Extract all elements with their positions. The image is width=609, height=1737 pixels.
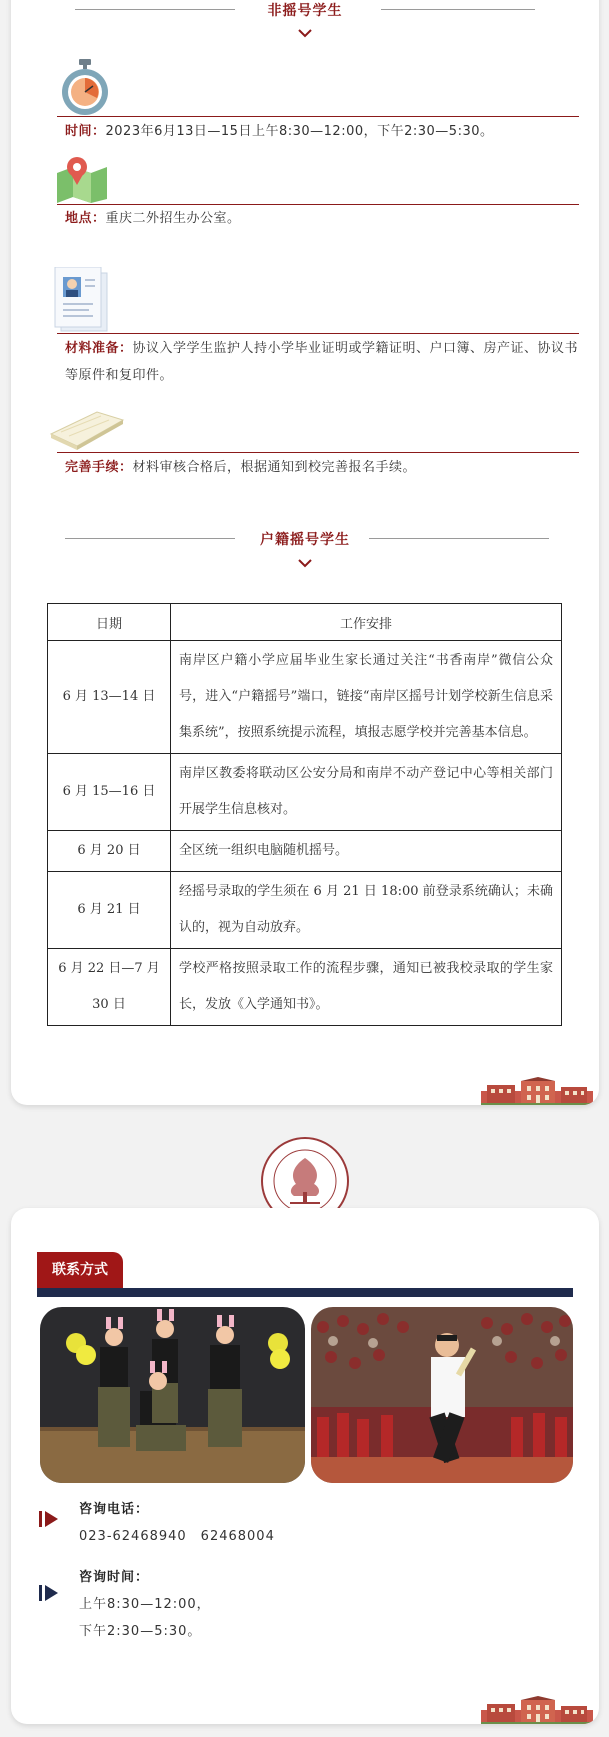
row-date: 6 月 15—16 日: [48, 754, 171, 831]
row-date: 6 月 20 日: [48, 831, 171, 872]
materials-value: 协议入学学生监护人持小学毕业证明或学籍证明、户口簿、房产证、协议书等原件和复印件。: [65, 341, 579, 383]
row-work: 经摇号录取的学生须在 6 月 21 日 18:00 前登录系统确认；未确认的，视为自动放弃。: [171, 872, 562, 949]
info-item-location: [57, 155, 579, 225]
title-divider-right: [381, 9, 535, 10]
row-date: 6 月 21 日: [48, 872, 171, 949]
phone-heading: 咨询电话：: [79, 1502, 150, 1517]
dance-performance-photo: [40, 1307, 305, 1483]
location-label: 地点：: [65, 211, 106, 226]
location-text: [65, 205, 579, 232]
contact-card: [11, 1208, 599, 1724]
info-item-procedures: [57, 408, 579, 478]
table-row: [48, 872, 562, 949]
open-book-icon: [47, 408, 125, 452]
section-title-text: 非摇号学生: [258, 0, 353, 20]
title-divider-right: [369, 538, 549, 539]
play-arrow-icon: [39, 1584, 59, 1602]
item-divider: [57, 116, 579, 117]
row-date: 6 月 22 日—7 月 30 日: [48, 949, 171, 1026]
school-building-icon: [481, 1077, 593, 1105]
hours-afternoon: 下午2:30—5:30。: [79, 1624, 202, 1639]
time-value: 2023年6月13日—15日上午8:30—12:00，下午2:30—5:30。: [105, 124, 494, 139]
table-header-date: 日期: [48, 604, 171, 641]
procedures-value: 材料审核合格后，根据通知到校完善报名手续。: [132, 460, 417, 475]
item-divider: [57, 452, 579, 453]
play-arrow-icon: [39, 1510, 59, 1528]
title-divider-left: [65, 538, 235, 539]
table-row: [48, 641, 562, 754]
info-item-time: [57, 58, 579, 139]
phone-numbers: 023-62468940 62468004: [79, 1529, 275, 1544]
table-row: [48, 949, 562, 1026]
row-work: 学校严格按照录取工作的流程步骤，通知已被我校录取的学生家长，发放《入学通知书》。: [171, 949, 562, 1026]
materials-label: 材料准备：: [65, 341, 133, 356]
hours-heading: 咨询时间：: [79, 1570, 150, 1585]
map-pin-icon: [55, 155, 111, 203]
section-title-text: 户籍摇号学生: [250, 529, 360, 549]
chevron-down-icon: [298, 556, 312, 570]
info-item-materials: [57, 267, 579, 387]
location-value: 重庆二外招生办公室。: [105, 211, 241, 226]
item-divider: [57, 333, 579, 334]
time-text: [65, 118, 579, 145]
row-work: 南岸区户籍小学应届毕业生家长通过关注“书香南岸”微信公众号，进入“户籍摇号”端口，链接“南岸区摇号计划学校新生信息采集系统”，按照系统提示流程，填报志愿学校并完善基本信息。: [171, 641, 562, 754]
table-row: [48, 754, 562, 831]
phone-block: [79, 1496, 275, 1550]
school-building-icon: [481, 1696, 593, 1724]
contact-tab: 联系方式: [37, 1252, 123, 1288]
hours-morning: 上午8:30—12:00，: [79, 1597, 211, 1612]
section-title-lottery: [11, 529, 599, 549]
materials-text: [65, 335, 579, 389]
procedures-text: [65, 454, 579, 481]
table-header-row: [48, 604, 562, 641]
contact-header-bar: [37, 1288, 573, 1297]
hours-block: [79, 1564, 211, 1645]
chevron-down-icon: [298, 26, 312, 40]
row-date: 6 月 13—14 日: [48, 641, 171, 754]
table-row: [48, 831, 562, 872]
admission-info-card: [11, 0, 599, 1105]
section-title-non-lottery: [11, 0, 599, 20]
sports-day-photo: [311, 1307, 573, 1483]
table-header-work: 工作安排: [171, 604, 562, 641]
row-work: 南岸区教委将联动区公安分局和南岸不动产登记中心等相关部门开展学生信息核对。: [171, 754, 562, 831]
title-divider-left: [75, 9, 235, 10]
row-work: 全区统一组织电脑随机摇号。: [171, 831, 562, 872]
procedures-label: 完善手续：: [65, 460, 133, 475]
resume-document-icon: [51, 267, 111, 333]
time-label: 时间：: [65, 124, 106, 139]
schedule-table: [47, 603, 562, 1026]
stopwatch-icon: [57, 58, 113, 116]
